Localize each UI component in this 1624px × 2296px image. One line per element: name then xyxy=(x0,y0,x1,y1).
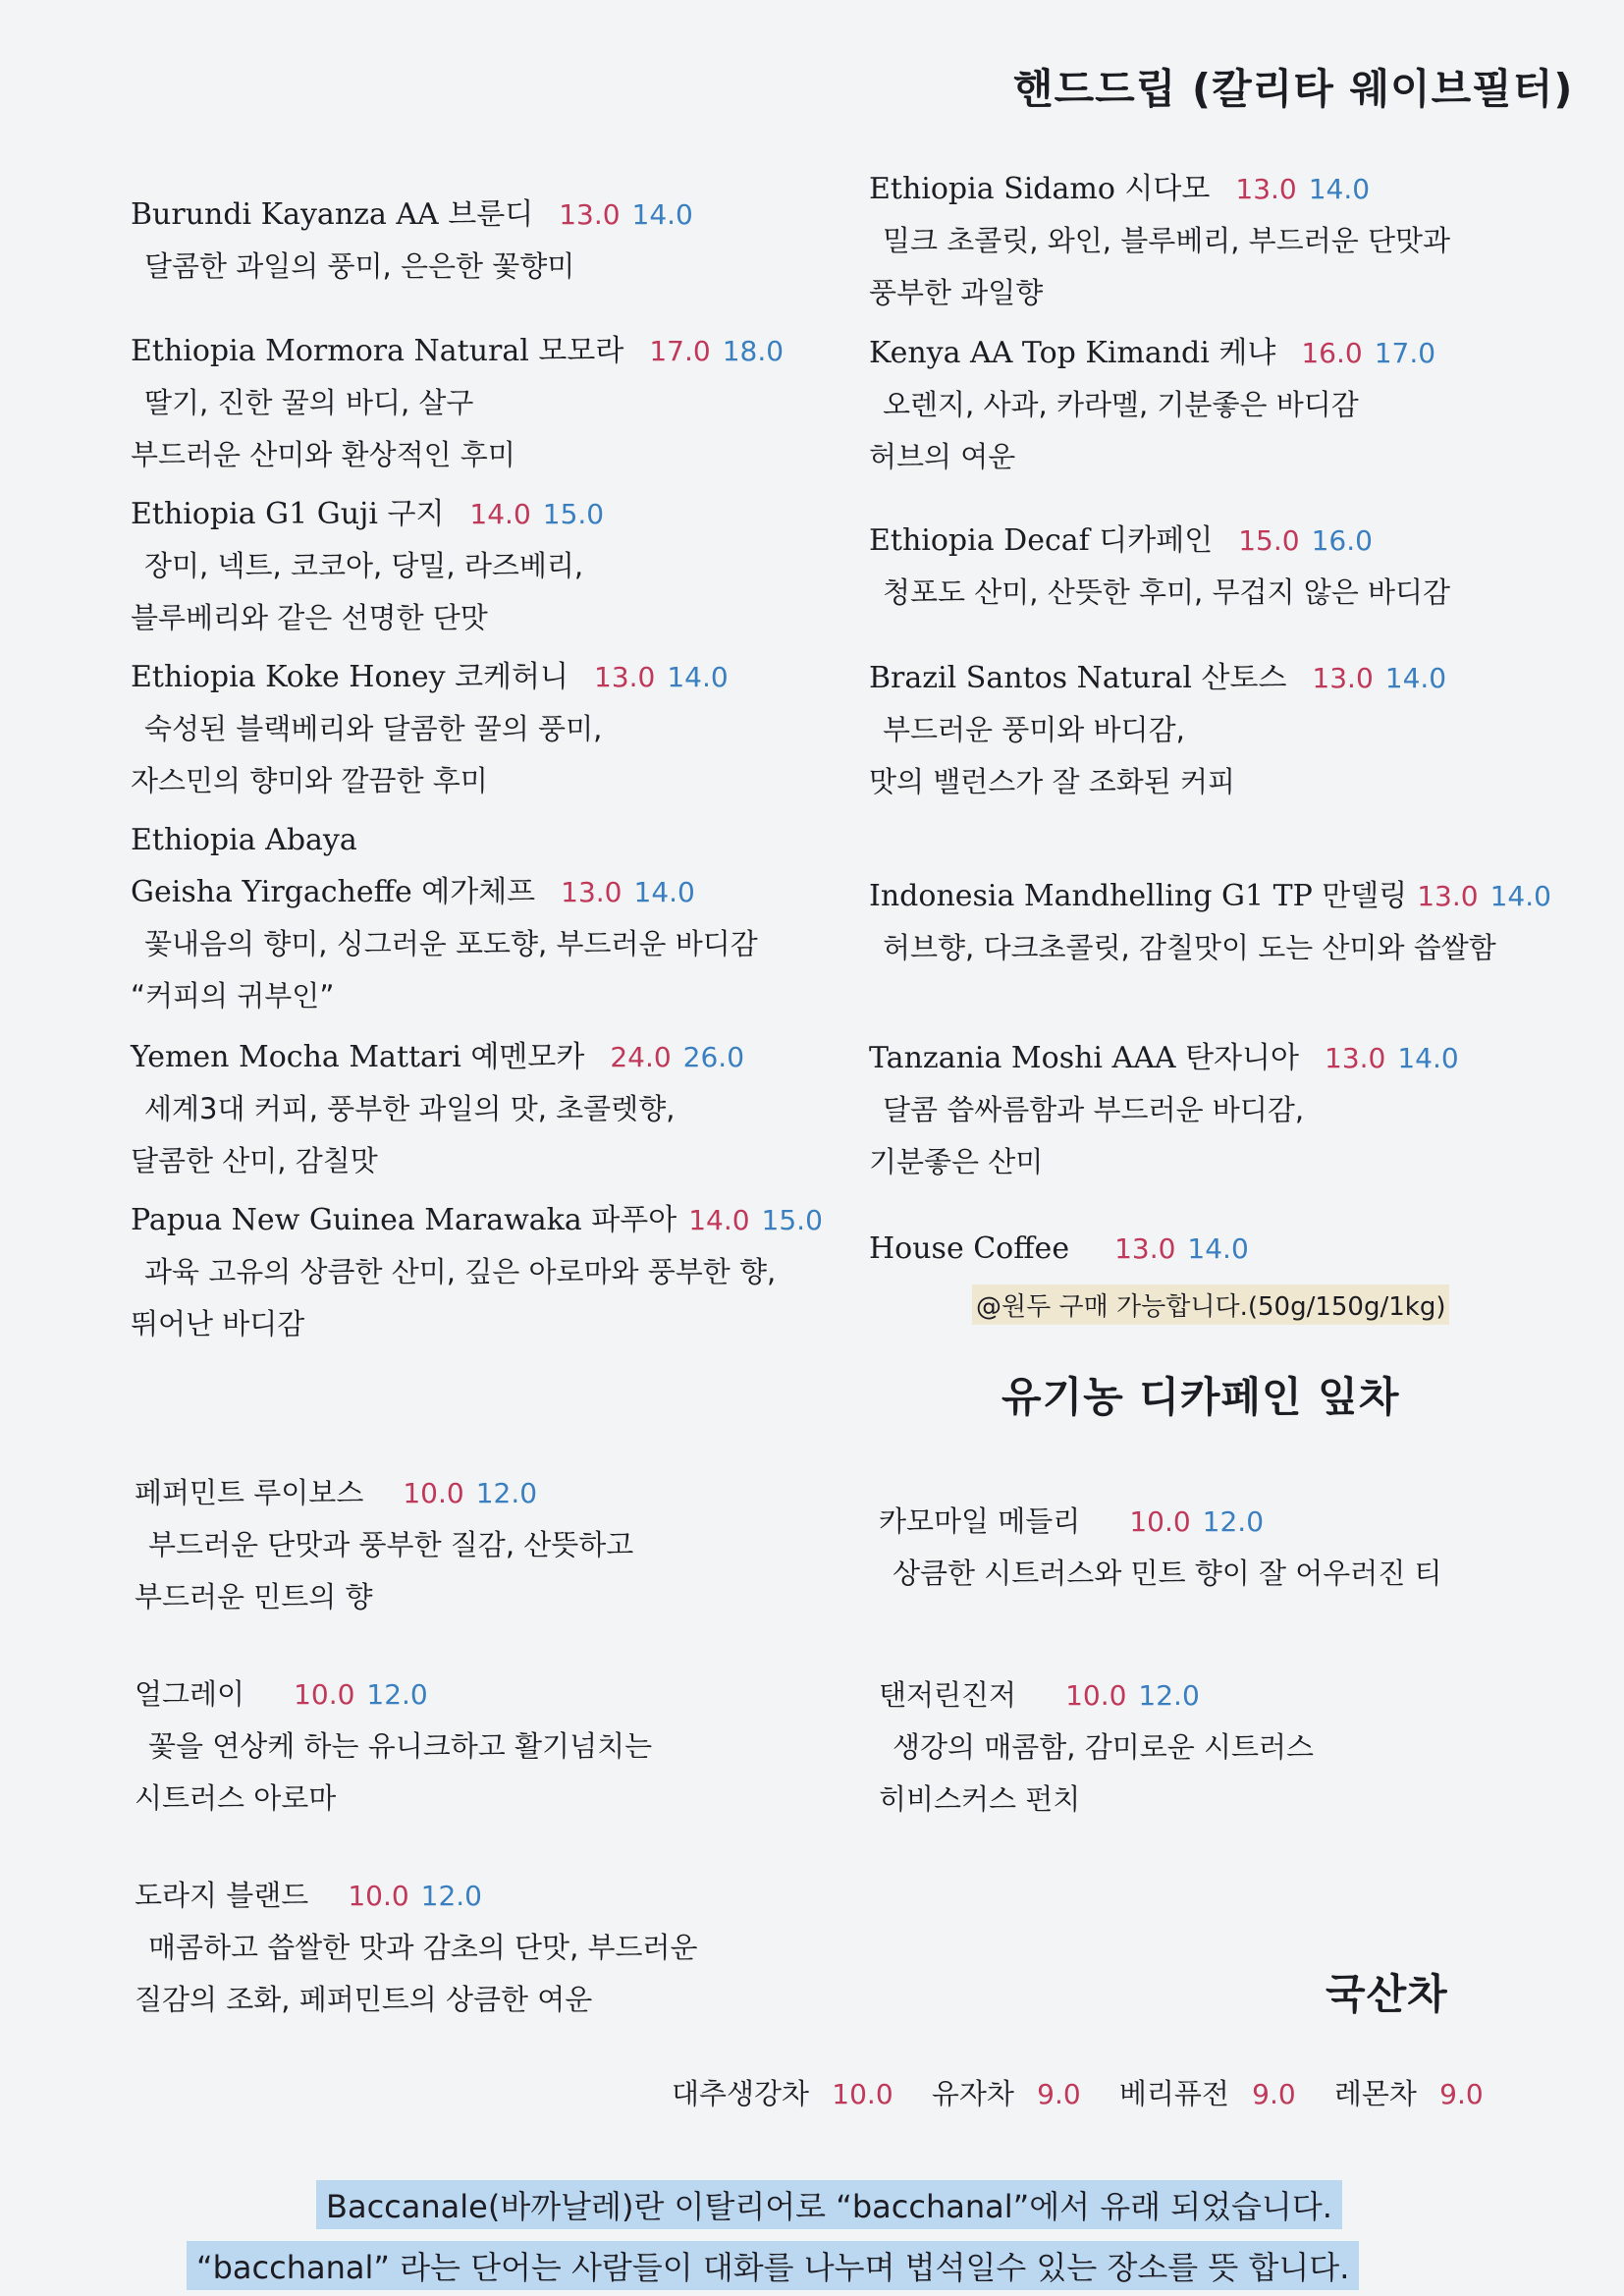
item-name: Ethiopia Decaf 디카페인 xyxy=(869,523,1214,558)
price-large: 12.0 xyxy=(366,1678,428,1711)
price-large: 18.0 xyxy=(722,335,785,367)
price-large: 14.0 xyxy=(1384,662,1447,694)
price-small: 13.0 xyxy=(1417,880,1479,912)
bean-purchase-note: @원두 구매 가능합니다.(50g/150g/1kg) xyxy=(972,1285,1449,1325)
menu-item xyxy=(869,652,1596,808)
item-name: 도라지 블랜드 xyxy=(135,1879,309,1912)
price-large: 16.0 xyxy=(1311,524,1373,557)
domestic-tea-name: 유자차 xyxy=(931,2077,1014,2110)
item-description: 부드러운 민트의 향 xyxy=(135,1580,373,1613)
price-large: 12.0 xyxy=(1202,1505,1265,1538)
menu-item xyxy=(869,870,1596,974)
item-description: 숙성된 블랙베리와 달콤한 꿀의 풍미, xyxy=(144,712,603,745)
price-large: 14.0 xyxy=(1397,1042,1459,1074)
domestic-tea-title: 국산차 xyxy=(1326,1970,1448,2018)
item-description: 세계3대 커피, 풍부한 과일의 맛, 초콜렛향, xyxy=(144,1092,676,1125)
menu-item xyxy=(869,515,1596,619)
domestic-tea-price: 9.0 xyxy=(1252,2078,1296,2110)
item-name: Ethiopia Sidamo 시다모 xyxy=(869,172,1211,206)
item-name: 탠저린진저 xyxy=(879,1678,1017,1712)
item-description: 뛰어난 바디감 xyxy=(131,1307,305,1340)
item-description: 매콤하고 씁쌀한 맛과 감초의 단맛, 부드러운 xyxy=(148,1931,698,1964)
item-name: 카모마일 메들리 xyxy=(879,1504,1081,1538)
price-large: 17.0 xyxy=(1374,337,1436,369)
domestic-tea-item xyxy=(1119,2077,1296,2110)
price-small: 10.0 xyxy=(294,1678,355,1711)
price-large: 15.0 xyxy=(542,498,605,530)
price-small: 16.0 xyxy=(1301,337,1363,369)
item-description: 히비스커스 펀치 xyxy=(879,1782,1081,1816)
menu-item xyxy=(869,1223,1596,1275)
price-small: 10.0 xyxy=(1129,1505,1191,1538)
item-description: 풍부한 과일향 xyxy=(869,276,1044,309)
menu-item xyxy=(131,1194,857,1350)
domestic-tea-name: 베리퓨전 xyxy=(1118,2077,1229,2110)
price-small: 13.0 xyxy=(1325,1042,1386,1074)
item-description: 기분좋은 산미 xyxy=(869,1145,1044,1178)
price-small: 14.0 xyxy=(469,498,531,530)
price-large: 14.0 xyxy=(633,876,695,908)
price-small: 10.0 xyxy=(1065,1679,1127,1712)
item-name-prefix: Ethiopia Abaya xyxy=(131,823,357,857)
item-name: Ethiopia Koke Honey 코케허니 xyxy=(131,660,568,694)
item-name: Yemen Mocha Mattari 예멘모카 xyxy=(131,1040,585,1074)
price-small: 24.0 xyxy=(610,1041,672,1073)
price-small: 13.0 xyxy=(559,198,621,231)
menu-item xyxy=(879,1496,1605,1600)
price-large: 14.0 xyxy=(667,661,729,693)
item-name: Tanzania Moshi AAA 탄자니아 xyxy=(869,1041,1299,1075)
menu-item xyxy=(131,488,857,644)
item-name: Kenya AA Top Kimandi 케냐 xyxy=(869,336,1276,370)
domestic-tea-price: 10.0 xyxy=(832,2078,893,2110)
menu-item xyxy=(135,1668,861,1825)
item-name: Papua New Guinea Marawaka 파푸아 xyxy=(131,1203,677,1237)
item-description: 밀크 초콜릿, 와인, 블루베리, 부드러운 단맛과 xyxy=(883,224,1450,257)
price-small: 10.0 xyxy=(403,1477,464,1509)
item-description: 달콤 씁싸름함과 부드러운 바디감, xyxy=(883,1093,1305,1126)
menu-item xyxy=(879,1669,1605,1826)
menu-item xyxy=(131,651,857,807)
menu-item xyxy=(131,189,857,293)
item-description: 허브의 여운 xyxy=(869,440,1016,473)
item-name: Ethiopia Mormora Natural 모모라 xyxy=(131,334,624,368)
price-large: 12.0 xyxy=(475,1477,538,1509)
domestic-tea-name: 대추생강차 xyxy=(672,2077,810,2110)
item-name: Ethiopia G1 Guji 구지 xyxy=(131,497,445,531)
item-name: 얼그레이 xyxy=(135,1677,245,1711)
domestic-tea-name: 레몬차 xyxy=(1333,2077,1417,2110)
price-small: 17.0 xyxy=(649,335,711,367)
item-description: “커피의 귀부인” xyxy=(131,979,335,1012)
item-description: 자스민의 향미와 깔끔한 후미 xyxy=(131,764,488,797)
price-small: 13.0 xyxy=(594,661,656,693)
domestic-tea-list xyxy=(672,2072,1484,2112)
item-description: 질감의 조화, 페퍼민트의 상큼한 여운 xyxy=(135,1983,593,2016)
price-small: 13.0 xyxy=(1114,1232,1176,1265)
item-description: 청포도 산미, 산뜻한 후미, 무겁지 않은 바디감 xyxy=(883,575,1450,609)
price-large: 12.0 xyxy=(420,1880,482,1912)
item-name: Brazil Santos Natural 산토스 xyxy=(869,661,1287,695)
menu-item xyxy=(135,1467,861,1623)
menu-item xyxy=(869,1032,1596,1188)
item-description: 블루베리와 같은 선명한 단맛 xyxy=(131,601,488,634)
item-name: House Coffee xyxy=(869,1231,1070,1266)
footer-line-1: Baccanale(바까날레)란 이탈리어로 “bacchanal”에서 유래 되었습니다. xyxy=(316,2180,1342,2229)
item-description: 부드러운 단맛과 풍부한 질감, 산뜻하고 xyxy=(148,1528,634,1561)
item-description: 시트러스 아로마 xyxy=(135,1781,337,1815)
item-description: 딸기, 진한 꿀의 바디, 살구 xyxy=(144,386,474,419)
item-description: 과육 고유의 상큼한 산미, 깊은 아로마와 풍부한 향, xyxy=(144,1255,777,1288)
item-description: 맛의 밸런스가 잘 조화된 커피 xyxy=(869,765,1236,798)
item-name: Geisha Yirgacheffe 예가체프 xyxy=(131,875,536,909)
menu-item xyxy=(131,325,857,481)
price-large: 14.0 xyxy=(1489,880,1551,912)
domestic-tea-item xyxy=(1334,2077,1484,2110)
item-description: 생강의 매콤함, 감미로운 시트러스 xyxy=(893,1730,1315,1764)
item-description: 부드러운 풍미와 바디감, xyxy=(883,713,1185,746)
item-name: Burundi Kayanza AA 브룬디 xyxy=(131,197,534,232)
domestic-tea-price: 9.0 xyxy=(1037,2078,1081,2110)
menu-item xyxy=(869,327,1596,483)
footer-line-2: “bacchanal” 라는 단어는 사람들이 대화를 나누며 법석일수 있는 장소를 뜻 합니다. xyxy=(187,2241,1359,2290)
item-description: 허브향, 다크초콜릿, 감칠맛이 도는 산미와 씁쌀함 xyxy=(883,931,1496,964)
item-name: Indonesia Mandhelling G1 TP 만델링 xyxy=(869,879,1408,913)
organic-decaf-tea-title: 유기농 디카페인 잎차 xyxy=(1001,1373,1400,1421)
item-description: 상큼한 시트러스와 민트 향이 잘 어우러진 티 xyxy=(893,1557,1442,1590)
item-description: 부드러운 산미와 환상적인 후미 xyxy=(131,438,515,471)
price-small: 13.0 xyxy=(1235,173,1297,205)
menu-item xyxy=(135,1870,861,2026)
domestic-tea-item xyxy=(932,2077,1081,2110)
menu-item xyxy=(131,1031,857,1187)
item-description: 꽃내음의 향미, 싱그러운 포도향, 부드러운 바디감 xyxy=(144,927,758,960)
price-large: 14.0 xyxy=(631,198,693,231)
menu-item xyxy=(131,814,857,1022)
price-large: 14.0 xyxy=(1308,173,1371,205)
menu-item xyxy=(869,163,1596,319)
price-large: 14.0 xyxy=(1187,1232,1249,1265)
price-small: 14.0 xyxy=(688,1204,750,1236)
item-description: 달콤한 산미, 감칠맛 xyxy=(131,1144,378,1177)
price-small: 15.0 xyxy=(1238,524,1300,557)
item-name: 페퍼민트 루이보스 xyxy=(135,1476,364,1509)
domestic-tea-item xyxy=(672,2077,893,2110)
price-small: 10.0 xyxy=(348,1880,409,1912)
price-small: 13.0 xyxy=(1312,662,1374,694)
price-large: 26.0 xyxy=(682,1041,745,1073)
price-large: 12.0 xyxy=(1138,1679,1200,1712)
price-large: 15.0 xyxy=(761,1204,823,1236)
item-description: 달콤한 과일의 풍미, 은은한 꽃향미 xyxy=(144,249,575,283)
item-description: 꽃을 연상케 하는 유니크하고 활기넘치는 xyxy=(148,1729,653,1763)
item-description: 오렌지, 사과, 카라멜, 기분좋은 바디감 xyxy=(883,388,1359,421)
price-small: 13.0 xyxy=(561,876,623,908)
hand-drip-title: 핸드드립 (칼리타 웨이브필터) xyxy=(1013,65,1574,113)
domestic-tea-price: 9.0 xyxy=(1439,2078,1484,2110)
item-description: 장미, 넥트, 코코아, 당밀, 라즈베리, xyxy=(144,549,584,582)
